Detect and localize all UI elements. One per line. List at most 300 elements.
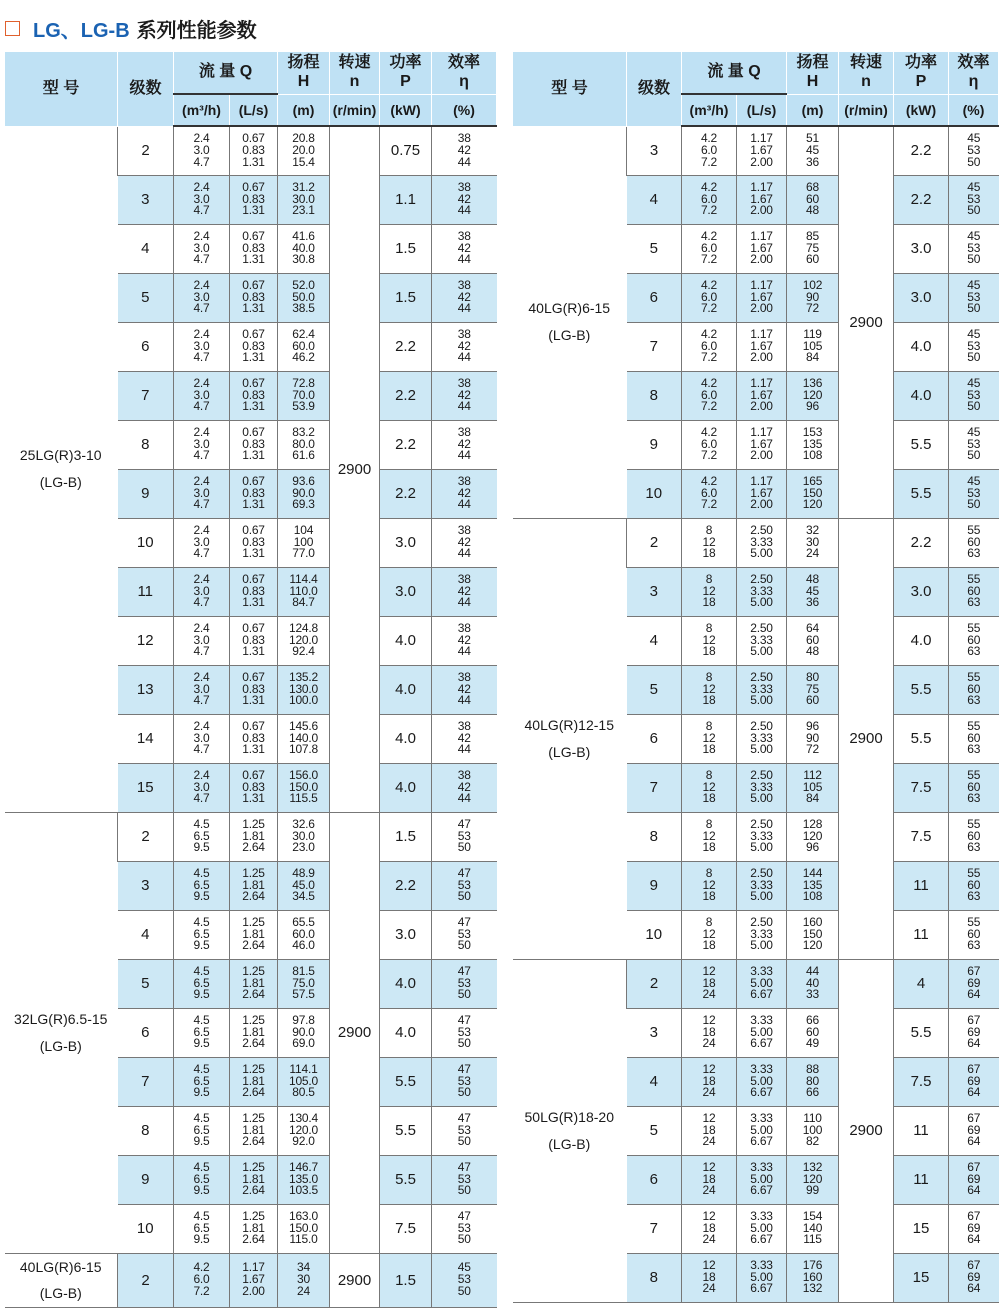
flow-ls-cell-value: 2.64: [242, 889, 265, 904]
efficiency-cell-value: 47: [457, 1012, 471, 1027]
header-efficiency: 效率 η: [949, 52, 999, 94]
head-cell-value: 96: [806, 399, 819, 414]
head-cell-value: 120: [802, 938, 823, 953]
flow-m3h-cell: [174, 1008, 230, 1057]
flow-ls-cell-value: 3.33: [750, 534, 773, 549]
head-cell-value: 32: [806, 522, 819, 537]
efficiency-cell-value: 50: [967, 350, 981, 365]
efficiency-cell-value: 50: [457, 840, 471, 855]
power-cell: 11: [894, 1155, 949, 1204]
efficiency-cell: [949, 175, 999, 224]
flow-m3h-cell-value: 12: [702, 779, 716, 794]
efficiency-cell-value: 47: [457, 914, 471, 929]
efficiency-cell-value: 38: [457, 473, 471, 488]
efficiency-cell-value: 67: [967, 1257, 981, 1272]
stage-cell: 2: [118, 812, 174, 861]
flow-ls-cell-value: 1.31: [242, 595, 265, 610]
flow-m3h-cell-value: 24: [702, 1183, 716, 1198]
power-cell: 4.0: [380, 1008, 432, 1057]
table-row: [513, 126, 999, 175]
flow-m3h-cell-value: 4.2: [700, 228, 718, 243]
flow-ls-cell: [737, 616, 787, 665]
head-cell-value: 100.0: [288, 693, 319, 708]
head-cell: [787, 861, 839, 910]
flow-m3h-cell-value: 12: [702, 534, 716, 549]
header-flow: 流 量 Q: [174, 52, 278, 94]
flow-m3h-cell-value: 12: [702, 1257, 716, 1272]
head-cell-value: 77.0: [292, 546, 315, 561]
flow-m3h-cell-value: 12: [702, 1012, 716, 1027]
efficiency-cell-value: 42: [457, 534, 471, 549]
efficiency-cell-value: 45: [967, 424, 981, 439]
flow-m3h-cell-value: 4.2: [700, 424, 718, 439]
efficiency-cell-value: 64: [967, 1281, 981, 1296]
flow-ls-cell: [737, 812, 787, 861]
flow-ls-cell-value: 1.31: [242, 791, 265, 806]
efficiency-cell-value: 42: [457, 240, 471, 255]
flow-m3h-cell-value: 18: [702, 595, 716, 610]
efficiency-cell-value: 44: [457, 399, 471, 414]
flow-ls-cell-value: 3.33: [750, 1110, 773, 1125]
flow-ls-cell-value: 0.67: [242, 522, 265, 537]
head-cell-value: 105: [802, 779, 823, 794]
power-cell: 3.0: [380, 518, 432, 567]
flow-m3h-cell: [174, 1106, 230, 1155]
flow-m3h-cell-value: 7.2: [700, 497, 718, 512]
stage-cell: 14: [118, 714, 174, 763]
flow-m3h-cell-value: 8: [705, 914, 713, 929]
power-cell: 2.2: [894, 175, 949, 224]
model-cell: [513, 959, 627, 1302]
flow-ls-cell-value: 0.83: [242, 632, 265, 647]
power-cell: 7.5: [894, 763, 949, 812]
efficiency-cell-value: 55: [967, 816, 981, 831]
flow-m3h-cell-value: 6.5: [193, 1073, 210, 1088]
flow-m3h-cell: [682, 959, 737, 1008]
flow-m3h-cell-value: 2.4: [193, 571, 210, 586]
flow-m3h-cell-value: 4.2: [700, 179, 718, 194]
head-cell-value: 70.0: [292, 387, 315, 402]
flow-m3h-cell-value: 4.5: [193, 914, 210, 929]
head-cell-value: 15.4: [292, 154, 315, 169]
flow-m3h-cell: [174, 1057, 230, 1106]
efficiency-cell-value: 38: [457, 767, 471, 782]
efficiency-cell-value: 69: [967, 1122, 981, 1137]
flow-ls-cell-value: 0.67: [242, 767, 265, 782]
speed-cell: 2900: [839, 959, 894, 1302]
flow-ls-cell: [230, 1155, 278, 1204]
flow-ls-cell: [230, 567, 278, 616]
efficiency-cell-value: 47: [457, 1110, 471, 1125]
header-eff-unit: (%): [949, 94, 999, 126]
flow-ls-cell-value: 0.67: [242, 718, 265, 733]
flow-m3h-cell-value: 4.7: [193, 203, 210, 218]
flow-m3h-cell-value: 4.7: [193, 644, 210, 659]
flow-m3h-cell-value: 2.4: [193, 424, 210, 439]
flow-m3h-cell-value: 4.2: [700, 473, 718, 488]
flow-m3h-cell: [682, 126, 737, 175]
efficiency-cell-value: 44: [457, 693, 471, 708]
flow-m3h-cell-value: 6.5: [193, 926, 210, 941]
flow-ls-cell-value: 1.25: [242, 1208, 265, 1223]
head-cell-value: 80: [806, 1073, 819, 1088]
head-cell-value: 100: [293, 534, 314, 549]
efficiency-cell: [432, 910, 497, 959]
efficiency-cell-value: 50: [457, 1134, 471, 1149]
power-cell: 5.5: [894, 665, 949, 714]
head-cell-value: 48: [806, 203, 819, 218]
efficiency-cell: [949, 1008, 999, 1057]
flow-m3h-cell-value: 6.5: [193, 877, 210, 892]
head-cell-value: 140: [802, 1220, 823, 1235]
flow-m3h-cell-value: 8: [705, 522, 713, 537]
power-cell: 5.5: [894, 420, 949, 469]
flow-ls-cell-value: 5.00: [750, 791, 773, 806]
efficiency-cell: [949, 910, 999, 959]
flow-ls-cell: [737, 420, 787, 469]
efficiency-cell-value: 63: [967, 742, 981, 757]
head-cell-value: 32.6: [292, 816, 315, 831]
efficiency-cell: [432, 1204, 497, 1253]
efficiency-cell-value: 69: [967, 975, 981, 990]
flow-m3h-cell-value: 6.0: [700, 338, 718, 353]
flow-m3h-cell-value: 4.7: [193, 595, 210, 610]
flow-ls-cell: [230, 714, 278, 763]
header-efficiency: 效率 η: [432, 52, 497, 94]
head-cell-value: 81.5: [292, 963, 315, 978]
head-cell-value: 112: [803, 767, 822, 782]
efficiency-cell-value: 45: [967, 375, 981, 390]
flow-ls-cell-value: 0.67: [242, 179, 265, 194]
flow-m3h-cell-value: 4.7: [193, 399, 210, 414]
flow-ls-cell: [230, 812, 278, 861]
flow-ls-cell-value: 2.64: [242, 1232, 265, 1247]
flow-m3h-cell-value: 6.0: [700, 485, 718, 500]
head-cell: [787, 1057, 839, 1106]
flow-m3h-cell-value: 9.5: [193, 938, 210, 953]
head-cell: [278, 273, 330, 322]
head-cell-value: 93.6: [292, 473, 315, 488]
head-cell: [787, 812, 839, 861]
flow-ls-cell: [230, 322, 278, 371]
flow-m3h-cell-value: 6.5: [193, 1024, 210, 1039]
efficiency-cell-value: 50: [967, 203, 981, 218]
head-cell-value: 156.0: [288, 767, 319, 782]
flow-ls-cell-value: 2.50: [750, 767, 773, 782]
flow-ls-cell-value: 1.81: [242, 926, 265, 941]
head-cell-value: 40: [806, 975, 819, 990]
head-cell-value: 46.0: [292, 938, 315, 953]
flow-m3h-cell: [682, 518, 737, 567]
flow-ls-cell-value: 5.00: [750, 693, 773, 708]
head-cell-value: 34.5: [292, 889, 315, 904]
flow-m3h-cell: [682, 1106, 737, 1155]
flow-ls-cell-value: 0.67: [242, 326, 265, 341]
head-cell-value: 120: [802, 387, 823, 402]
power-cell: 4.0: [894, 616, 949, 665]
efficiency-cell-value: 50: [967, 154, 981, 169]
flow-ls-cell-value: 2.64: [242, 1134, 265, 1149]
header-power-unit: (kW): [380, 94, 432, 126]
flow-m3h-cell: [174, 371, 230, 420]
stage-cell: 8: [627, 371, 682, 420]
head-cell-value: 150.0: [288, 1220, 319, 1235]
head-cell-value: 36: [806, 595, 819, 610]
efficiency-cell-value: 38: [457, 669, 471, 684]
head-cell-value: 72: [806, 301, 819, 316]
efficiency-cell-value: 38: [457, 179, 471, 194]
efficiency-cell: [949, 567, 999, 616]
speed-cell: 2900: [330, 126, 380, 812]
flow-ls-cell-value: 2.64: [242, 840, 265, 855]
head-cell: [787, 1204, 839, 1253]
flow-ls-cell-value: 2.00: [750, 203, 773, 218]
flow-m3h-cell-value: 3.0: [193, 632, 210, 647]
flow-ls-cell-value: 1.17: [242, 1260, 265, 1275]
flow-ls-cell-value: 0.67: [242, 424, 265, 439]
head-cell-value: 160: [802, 914, 823, 929]
flow-ls-cell-value: 6.67: [750, 1281, 773, 1296]
power-cell: 4.0: [380, 616, 432, 665]
stage-cell: 10: [118, 518, 174, 567]
stage-cell: 9: [627, 420, 682, 469]
flow-ls-cell-value: 2.64: [242, 1183, 265, 1198]
efficiency-cell-value: 55: [967, 767, 981, 782]
power-cell: 5.5: [380, 1057, 432, 1106]
head-cell-value: 66: [806, 1012, 819, 1027]
efficiency-cell-value: 50: [967, 448, 981, 463]
flow-ls-cell-value: 1.25: [242, 1012, 265, 1027]
efficiency-cell-value: 67: [967, 963, 981, 978]
flow-m3h-cell: [682, 910, 737, 959]
stage-cell: 6: [627, 714, 682, 763]
stage-cell: 10: [627, 910, 682, 959]
flow-ls-cell-value: 3.33: [750, 779, 773, 794]
power-cell: 3.0: [380, 910, 432, 959]
head-cell-value: 135: [802, 877, 823, 892]
flow-m3h-cell-value: 7.2: [700, 350, 718, 365]
flow-m3h-cell-value: 7.2: [700, 399, 718, 414]
power-cell: 5.5: [894, 714, 949, 763]
efficiency-cell-value: 44: [457, 301, 471, 316]
power-cell: 2.2: [380, 371, 432, 420]
flow-m3h-cell: [682, 273, 737, 322]
head-cell-value: 120: [802, 828, 823, 843]
flow-ls-cell-value: 1.67: [242, 1272, 265, 1287]
flow-ls-cell-value: 1.17: [750, 277, 773, 292]
efficiency-cell-value: 42: [457, 681, 471, 696]
model-name: (LG-B): [39, 474, 82, 490]
flow-ls-cell: [737, 665, 787, 714]
efficiency-cell-value: 44: [457, 595, 471, 610]
flow-m3h-cell-value: 4.5: [193, 1159, 210, 1174]
stage-cell: 4: [627, 175, 682, 224]
efficiency-cell-value: 42: [457, 779, 471, 794]
stage-cell: 6: [627, 273, 682, 322]
stage-cell: 2: [627, 959, 682, 1008]
efficiency-cell-value: 47: [457, 963, 471, 978]
flow-m3h-cell: [174, 273, 230, 322]
head-cell: [787, 1155, 839, 1204]
stage-cell: 3: [118, 861, 174, 910]
flow-ls-cell-value: 1.31: [242, 742, 265, 757]
head-cell-value: 97.8: [292, 1012, 315, 1027]
efficiency-cell: [432, 175, 497, 224]
flow-m3h-cell-value: 9.5: [193, 1183, 210, 1198]
flow-ls-cell: [737, 959, 787, 1008]
flow-ls-cell-value: 5.00: [750, 889, 773, 904]
efficiency-cell: [432, 1057, 497, 1106]
model-name: 32LG(R)6.5-15: [14, 1010, 108, 1027]
efficiency-cell-value: 53: [457, 1122, 471, 1137]
head-cell-value: 31.2: [292, 179, 315, 194]
flow-ls-cell-value: 1.67: [750, 436, 773, 451]
flow-m3h-cell-value: 4.7: [193, 693, 210, 708]
efficiency-cell-value: 69: [967, 1269, 981, 1284]
head-cell-value: 52.0: [292, 277, 315, 292]
flow-m3h-cell: [682, 1253, 737, 1302]
flow-m3h-cell: [682, 420, 737, 469]
flow-ls-cell-value: 3.33: [750, 963, 773, 978]
efficiency-cell-value: 53: [967, 191, 981, 206]
efficiency-cell-value: 60: [967, 730, 981, 745]
header-head-unit: (m): [278, 94, 330, 126]
efficiency-cell-value: 45: [967, 326, 981, 341]
head-cell-value: 105.0: [288, 1073, 319, 1088]
flow-ls-cell-value: 1.25: [242, 1159, 265, 1174]
flow-ls-cell-value: 0.83: [242, 191, 265, 206]
flow-m3h-cell: [682, 371, 737, 420]
flow-m3h-cell-value: 3.0: [193, 387, 210, 402]
efficiency-cell: [949, 714, 999, 763]
efficiency-cell: [949, 616, 999, 665]
flow-m3h-cell-value: 2.4: [193, 179, 210, 194]
flow-ls-cell: [737, 1057, 787, 1106]
flow-ls-cell-value: 1.17: [750, 179, 773, 194]
efficiency-cell-value: 38: [457, 620, 471, 635]
efficiency-cell-value: 55: [967, 522, 981, 537]
flow-m3h-cell-value: 18: [702, 975, 716, 990]
efficiency-cell-value: 42: [457, 289, 471, 304]
model-cell: [513, 518, 627, 959]
head-cell-value: 84.7: [292, 595, 315, 610]
efficiency-cell-value: 63: [967, 938, 981, 953]
flow-ls-cell-value: 3.33: [750, 1208, 773, 1223]
efficiency-cell-value: 50: [967, 399, 981, 414]
efficiency-cell-value: 42: [457, 436, 471, 451]
efficiency-cell-value: 44: [457, 448, 471, 463]
efficiency-cell-value: 55: [967, 914, 981, 929]
flow-m3h-cell: [174, 1155, 230, 1204]
stage-cell: 7: [627, 322, 682, 371]
efficiency-cell-value: 53: [457, 975, 471, 990]
stage-cell: 7: [118, 371, 174, 420]
flow-ls-cell-value: 0.83: [242, 730, 265, 745]
flow-ls-cell-value: 0.67: [242, 375, 265, 390]
flow-m3h-cell-value: 9.5: [193, 889, 210, 904]
flow-m3h-cell-value: 3.0: [193, 289, 210, 304]
head-cell: [787, 371, 839, 420]
model-cell: [5, 126, 118, 812]
flow-m3h-cell-value: 12: [702, 828, 716, 843]
power-cell: 7.5: [380, 1204, 432, 1253]
flow-ls-cell-value: 0.83: [242, 436, 265, 451]
flow-ls-cell: [737, 1155, 787, 1204]
stage-cell: 9: [627, 861, 682, 910]
flow-ls-cell: [737, 861, 787, 910]
efficiency-cell-value: 38: [457, 718, 471, 733]
speed-cell: 2900: [839, 518, 894, 959]
flow-ls-cell-value: 2.64: [242, 987, 265, 1002]
head-cell-value: 102: [802, 277, 823, 292]
flow-ls-cell-value: 2.00: [750, 497, 773, 512]
efficiency-cell-value: 44: [457, 546, 471, 561]
header-flow-m3h: (m³/h): [682, 94, 737, 126]
head-cell: [787, 1106, 839, 1155]
efficiency-cell-value: 53: [967, 485, 981, 500]
flow-ls-cell: [230, 1204, 278, 1253]
header-speed-unit: (r/min): [330, 94, 380, 126]
efficiency-cell-value: 38: [457, 424, 471, 439]
header-head-unit: (m): [787, 94, 839, 126]
flow-ls-cell-value: 2.00: [750, 301, 773, 316]
flow-ls-cell: [230, 469, 278, 518]
flow-m3h-cell: [174, 763, 230, 812]
flow-m3h-cell-value: 18: [702, 693, 716, 708]
head-cell: [278, 959, 330, 1008]
flow-m3h-cell-value: 9.5: [193, 1036, 210, 1051]
head-cell-value: 108: [802, 889, 823, 904]
head-cell: [787, 763, 839, 812]
head-cell-value: 135.2: [288, 669, 319, 684]
head-cell: [278, 420, 330, 469]
flow-ls-cell: [230, 861, 278, 910]
head-cell: [278, 763, 330, 812]
flow-m3h-cell-value: 3.0: [193, 779, 210, 794]
head-cell-value: 83.2: [292, 424, 315, 439]
flow-m3h-cell: [682, 714, 737, 763]
power-cell: 3.0: [894, 224, 949, 273]
head-cell-value: 72: [806, 742, 819, 757]
efficiency-cell-value: 55: [967, 571, 981, 586]
header-eff-unit: (%): [432, 94, 497, 126]
flow-m3h-cell: [682, 1057, 737, 1106]
flow-m3h-cell-value: 8: [705, 865, 713, 880]
flow-ls-cell-value: 5.00: [750, 1220, 773, 1235]
efficiency-cell-value: 44: [457, 203, 471, 218]
flow-m3h-cell-value: 2.4: [193, 375, 210, 390]
efficiency-cell: [949, 224, 999, 273]
head-cell-value: 90.0: [292, 485, 315, 500]
model-cell: [513, 126, 627, 518]
efficiency-cell-value: 44: [457, 252, 471, 267]
stage-cell: 10: [118, 1204, 174, 1253]
stage-cell: 9: [118, 469, 174, 518]
flow-ls-cell-value: 2.00: [750, 154, 773, 169]
header-speed: 转速 n: [839, 52, 894, 94]
head-cell-value: 135.0: [288, 1171, 319, 1186]
stage-cell: 6: [627, 1155, 682, 1204]
head-cell-value: 30.0: [292, 191, 315, 206]
efficiency-cell: [949, 371, 999, 420]
table-row: [513, 959, 999, 1008]
head-cell: [787, 665, 839, 714]
flow-ls-cell-value: 5.00: [750, 938, 773, 953]
header-stages: 级数: [118, 52, 174, 126]
stage-cell: 8: [627, 1253, 682, 1302]
efficiency-cell-value: 42: [457, 485, 471, 500]
efficiency-cell-value: 42: [457, 338, 471, 353]
